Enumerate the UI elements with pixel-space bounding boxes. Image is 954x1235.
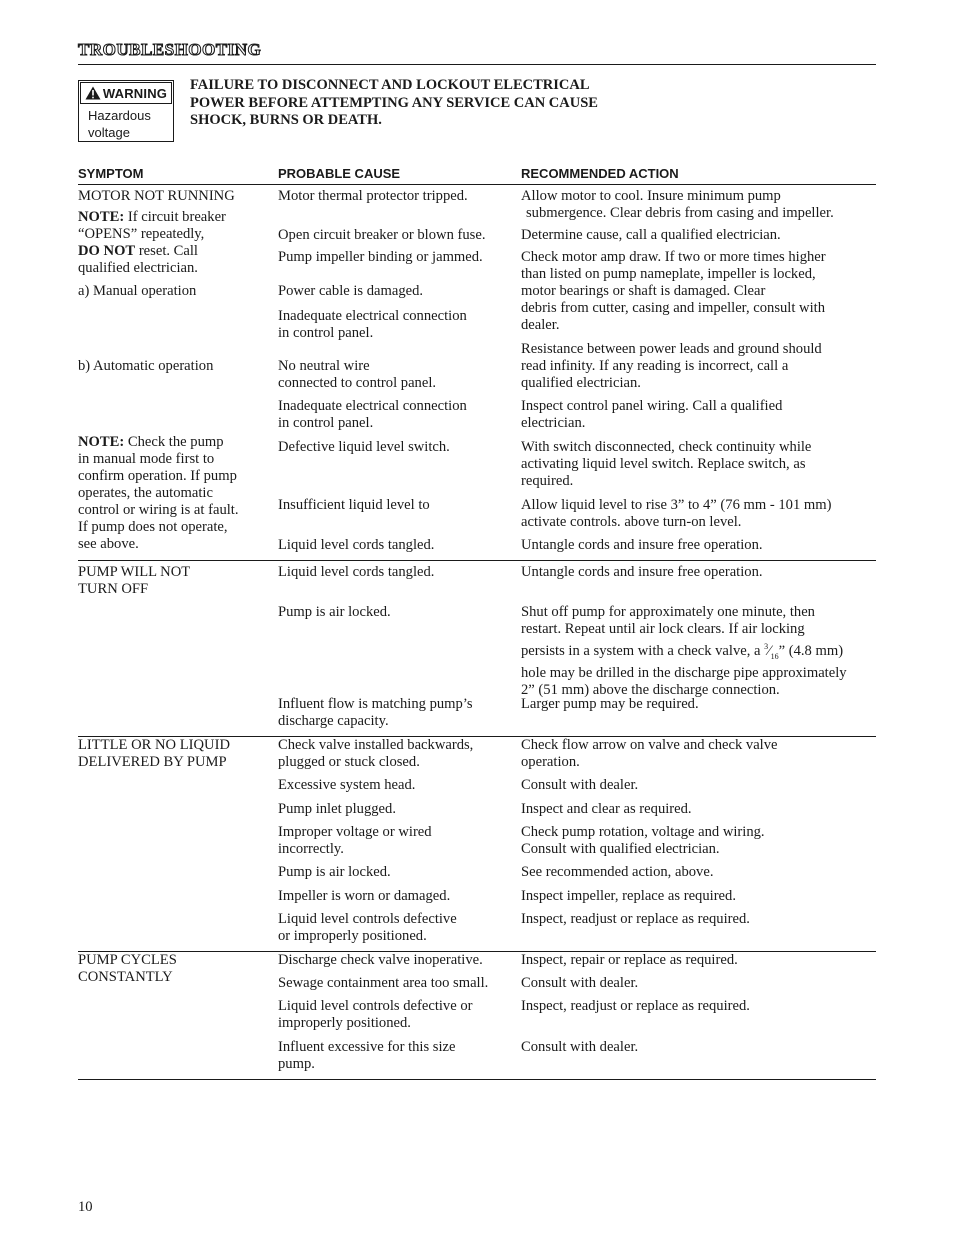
table-bottom-divider [78, 1079, 876, 1080]
probable-cause [278, 888, 514, 905]
note-text: Check the pump [124, 434, 224, 450]
column-header-action: RECOMMENDED ACTION [521, 166, 679, 181]
probable-cause [278, 975, 514, 992]
text-line: or improperly positioned. [278, 928, 427, 944]
probable-cause [278, 439, 514, 456]
text-line: Inspect control panel wiring. Call a qualified [521, 398, 783, 414]
probable-cause [278, 604, 514, 621]
symptom-motor-not-running: MOTOR NOT RUNNING [78, 188, 235, 204]
text-line: read infinity. If any reading is incorrect, call a [521, 358, 789, 374]
section-divider [78, 560, 876, 561]
probable-cause [278, 358, 514, 392]
text-line: activate controls. above turn-on level. [521, 514, 742, 530]
text-line: Allow motor to cool. Insure minimum pump [521, 188, 781, 204]
text-line: PUMP CYCLES [78, 952, 177, 968]
recommended-action [521, 864, 876, 881]
symptom-pump-cycles-constantly [78, 952, 268, 986]
text-line: Inspect impeller, replace as required. [521, 888, 736, 904]
probable-cause [278, 737, 514, 771]
page-number: 10 [78, 1199, 93, 1215]
text-line: incorrectly. [278, 841, 344, 857]
recommended-action [521, 341, 876, 392]
note-text: control or wiring is at fault. [78, 502, 239, 518]
recommended-action: Shut off pump for approximately one minute, then restart. Repeat until air lock clears. If air locking persists in a system with a check valve, a $^3⁄_{16}$” (4.8 mm) hole may be drilled in the discharge pipe approximately 2” (51 mm) above the discharge connection. [521, 604, 876, 699]
warning-triangle-icon [85, 86, 101, 100]
text-line: Check motor amp draw. If two or more times higher [521, 249, 826, 265]
fraction-numerator: 3 [764, 642, 769, 651]
text-line: Check pump rotation, voltage and wiring. [521, 824, 765, 840]
text-line: See recommended action, above. [521, 864, 714, 880]
text-line: Inspect and clear as required. [521, 801, 692, 817]
text-line: Inadequate electrical connection [278, 308, 467, 324]
warning-message-line: POWER BEFORE ATTEMPTING ANY SERVICE CAN CAUSE [190, 94, 598, 111]
text-line: Inspect, readjust or replace as required. [521, 998, 750, 1014]
text-line: debris from cutter, casing and impeller, consult with [521, 300, 826, 316]
text-line: Sewage containment area too small. [278, 975, 489, 991]
note-text: confirm operation. If pump [78, 468, 237, 484]
recommended-action [521, 564, 876, 581]
recommended-action [521, 952, 876, 969]
header-divider [78, 184, 876, 185]
text-line: No neutral wire [278, 358, 370, 374]
text-line: Liquid level controls defective [278, 911, 457, 927]
recommended-action [521, 777, 876, 794]
note-text: If circuit breaker [124, 209, 226, 225]
text-line: Inspect, readjust or replace as required. [521, 911, 750, 927]
recommended-action [521, 227, 876, 244]
text-line: Consult with dealer. [521, 1039, 639, 1055]
text-line: plugged or stuck closed. [278, 754, 420, 770]
text-line: Inadequate electrical connection [278, 398, 467, 414]
text-line: Open circuit breaker or blown fuse. [278, 227, 486, 243]
text-line: required. [521, 473, 574, 489]
warning-message-line: SHOCK, BURNS OR DEATH. [190, 112, 382, 128]
recommended-action [521, 398, 876, 432]
probable-cause [278, 308, 514, 342]
warning-hazard-text [79, 105, 173, 141]
text-line: Improper voltage or wired [278, 824, 432, 840]
text-span: persists in a system with a check valve, a [521, 642, 765, 659]
text-line: Consult with dealer. [521, 777, 639, 793]
probable-cause [278, 864, 514, 881]
text-line: Pump impeller binding or jammed. [278, 249, 483, 265]
warning-word: WARNING [102, 85, 168, 101]
text-line: 2” (51 mm) above the discharge connection. [521, 681, 780, 698]
note-emphasis: DO NOT [78, 243, 136, 259]
text-line: activating liquid level switch. Replace switch, as [521, 456, 806, 472]
text-line: With switch disconnected, check continuity while [521, 439, 812, 455]
text-line: motor bearings or shaft is damaged. Clear [521, 283, 766, 299]
recommended-action [521, 801, 876, 818]
text-line: Liquid level cords tangled. [278, 537, 435, 553]
text-line: improperly positioned. [278, 1015, 411, 1031]
text-line: in control panel. [278, 325, 374, 341]
symptom-pump-will-not-turn-off [78, 564, 268, 598]
recommended-action [521, 249, 876, 334]
note-text: see above. [78, 536, 139, 552]
text-line: LITTLE OR NO LIQUID [78, 737, 230, 753]
text-line: Check flow arrow on valve and check valve [521, 737, 778, 753]
text-line: Liquid level controls defective or [278, 998, 473, 1014]
hazard-line: voltage [88, 125, 130, 140]
probable-cause [278, 497, 514, 514]
text-line: Check valve installed backwards, [278, 737, 474, 753]
probable-cause [278, 398, 514, 432]
probable-cause [278, 824, 514, 858]
recommended-action [521, 1039, 876, 1056]
note-label: NOTE: [78, 434, 125, 450]
recommended-action [521, 911, 876, 928]
recommended-action [521, 824, 876, 858]
warning-header [80, 82, 172, 104]
text-line: qualified electrician. [521, 375, 641, 391]
text-line: than listed on pump nameplate, impeller is locked, [521, 266, 816, 282]
probable-cause [278, 249, 514, 266]
text-line: Defective liquid level switch. [278, 439, 450, 455]
probable-cause [278, 537, 514, 554]
fraction-denominator: 16 [770, 651, 779, 661]
recommended-action [521, 439, 876, 490]
text-line: electrician. [521, 415, 586, 431]
text-line: Power cable is damaged. [278, 283, 424, 299]
text-line: Allow liquid level to rise 3” to 4” (76 mm - 101 mm) [521, 497, 832, 513]
note-text: reset. Call [135, 243, 198, 259]
column-header-cause: PROBABLE CAUSE [278, 166, 401, 181]
hazard-line: Hazardous [88, 108, 151, 123]
recommended-action [521, 696, 876, 713]
title-divider [78, 64, 876, 65]
text-line: Untangle cords and insure free operation. [521, 564, 763, 580]
text-line: Pump is air locked. [278, 864, 391, 880]
text-line: CONSTANTLY [78, 969, 173, 985]
probable-cause [278, 283, 514, 300]
note-text: in manual mode first to [78, 451, 215, 467]
text-line: Consult with dealer. [521, 975, 639, 991]
text-span: ” (4.8 mm) [778, 642, 844, 659]
note-text: qualified electrician. [78, 260, 198, 276]
symptom-little-or-no-liquid [78, 737, 268, 771]
probable-cause [278, 801, 514, 818]
text-line: Larger pump may be required. [521, 696, 699, 712]
text-line: Influent flow is matching pump’s [278, 696, 473, 712]
text-line: Insufficient liquid level to [278, 497, 430, 513]
text-line: hole may be drilled in the discharge pipe approximately [521, 664, 847, 681]
warning-message [190, 77, 660, 130]
text-line: Liquid level cords tangled. [278, 564, 435, 580]
symptom-manual-operation: a) Manual operation [78, 283, 197, 299]
note-text: operates, the automatic [78, 485, 213, 501]
text-line: Resistance between power leads and ground should [521, 341, 822, 357]
text-line: Inspect, repair or replace as required. [521, 952, 738, 968]
note-text: If pump does not operate, [78, 519, 228, 535]
probable-cause [278, 696, 514, 730]
probable-cause [278, 777, 514, 794]
probable-cause [278, 188, 514, 205]
symptom-note [78, 209, 268, 277]
text-line: Motor thermal protector tripped. [278, 188, 468, 204]
note-label: NOTE: [78, 209, 125, 225]
probable-cause [278, 998, 514, 1032]
probable-cause [278, 952, 514, 969]
recommended-action [521, 537, 876, 554]
text-line: Consult with qualified electrician. [521, 841, 720, 857]
text-line: connected to control panel. [278, 375, 437, 391]
text-line: Excessive system head. [278, 777, 416, 793]
text-line: discharge capacity. [278, 713, 389, 729]
text-line: Discharge check valve inoperative. [278, 952, 483, 968]
page-title: TROUBLESHOOTING [78, 40, 262, 59]
text-line: submergence. Clear debris from casing and impeller. [526, 205, 834, 221]
recommended-action [521, 975, 876, 992]
probable-cause [278, 1039, 514, 1073]
text-line: in control panel. [278, 415, 374, 431]
symptom-note [78, 434, 268, 553]
symptom-automatic-operation: b) Automatic operation [78, 358, 214, 374]
recommended-action [521, 497, 876, 531]
probable-cause [278, 564, 514, 581]
text-line: DELIVERED BY PUMP [78, 754, 227, 770]
recommended-action [521, 998, 876, 1015]
text-line: restart. Repeat until air lock clears. If air locking [521, 621, 805, 637]
probable-cause [278, 911, 514, 945]
warning-message-line: FAILURE TO DISCONNECT AND LOCKOUT ELECTRICAL [190, 77, 590, 93]
text-line: Untangle cords and insure free operation. [521, 537, 763, 553]
recommended-action [521, 737, 876, 771]
text-line: Impeller is worn or damaged. [278, 888, 451, 904]
probable-cause [278, 227, 514, 244]
text-line: TURN OFF [78, 581, 149, 597]
text-line: PUMP WILL NOT [78, 564, 191, 580]
column-header-symptom: SYMPTOM [78, 166, 144, 181]
warning-label [78, 80, 174, 142]
text-line: Pump inlet plugged. [278, 801, 396, 817]
text-line: dealer. [521, 317, 560, 333]
text-line: Shut off pump for approximately one minute, then [521, 604, 815, 620]
recommended-action [521, 188, 876, 222]
text-line: Determine cause, call a qualified electrician. [521, 227, 781, 243]
text-line: pump. [278, 1056, 315, 1072]
recommended-action [521, 888, 876, 905]
note-text: “OPENS” repeatedly, [78, 226, 205, 242]
text-line: operation. [521, 754, 580, 770]
text-line: Influent excessive for this size [278, 1039, 456, 1055]
text-line: Pump is air locked. [278, 604, 391, 620]
